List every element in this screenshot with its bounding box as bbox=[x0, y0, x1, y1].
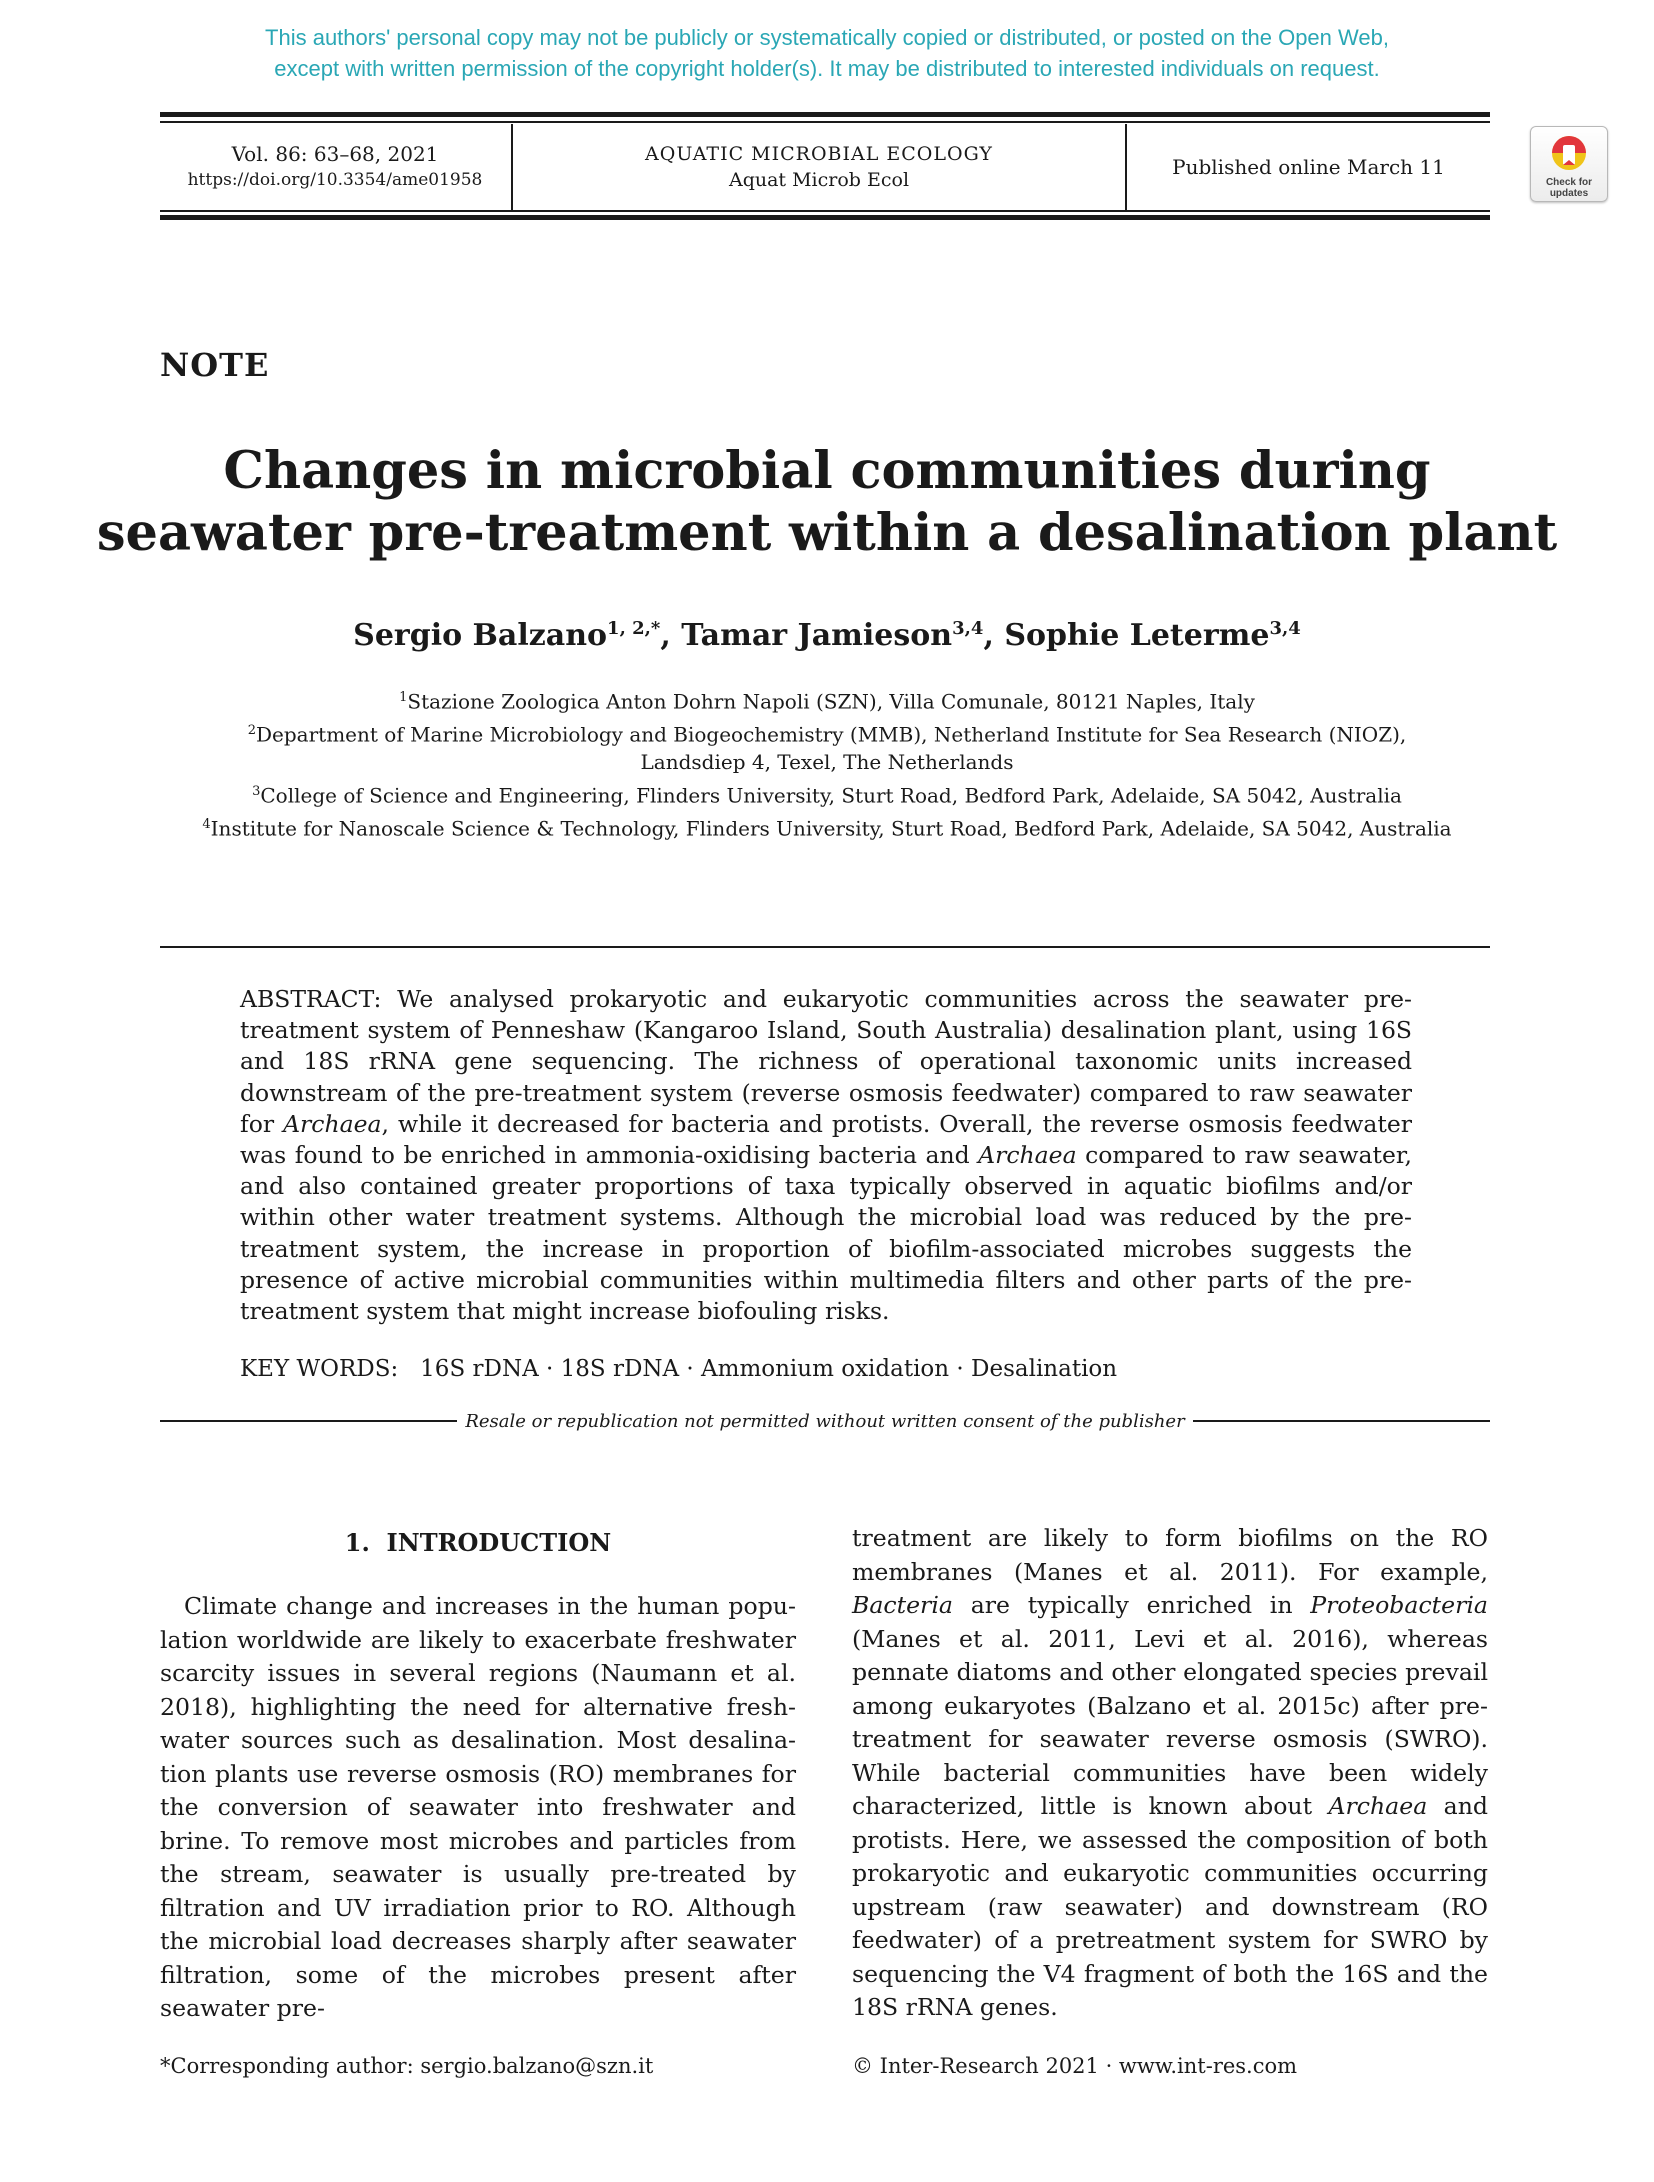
journal-name: AQUATIC MICROBIAL ECOLOGY bbox=[645, 143, 993, 165]
affiliation-text: Department of Marine Microbiology and Biogeochemistry (MMB), Netherland Institute for Sea Research (NIOZ), bbox=[256, 722, 1407, 747]
author-affil-sup: 3,4 bbox=[952, 618, 984, 639]
journal-abbrev: Aquat Microb Ecol bbox=[728, 169, 910, 191]
check-for-updates-label: Check for updates bbox=[1545, 177, 1593, 199]
intro-right-text: and protists. Here, we assessed the composition of both prokaryotic and eukaryotic communities occurring upstream (raw seawater) and downstream (RO feedwater) of a pretreatment system for SWRO by sequencing the V4 fragment of both the 16S and the 18S rRNA genes. bbox=[852, 1792, 1488, 2021]
header-volume-cell bbox=[160, 124, 510, 210]
article-type: NOTE bbox=[160, 346, 270, 384]
affiliation-number: 3 bbox=[252, 784, 261, 799]
author-separator: , bbox=[983, 618, 1005, 653]
affiliation-1 bbox=[0, 684, 1654, 716]
abstract-text: We analysed prokaryotic and eukaryotic communities across the seawater pre-treatment system of Penneshaw (Kangaroo Island, South Australia) desalination plant, using 16S and 18S rRNA gene sequencing. The richness of operational taxonomic units increased downstream of the pre-treatment system (reverse osmosis feedwater) compared to raw seawater for bbox=[240, 985, 1412, 1138]
affiliation-text-cont: Landsdiep 4, Texel, The Netherlands bbox=[640, 749, 1014, 774]
title-line-2: seawater pre-treatment within a desalination plant bbox=[96, 503, 1558, 563]
affiliation-3 bbox=[0, 778, 1654, 810]
author-name: Sergio Balzano bbox=[353, 618, 608, 653]
resale-rule-left bbox=[160, 1420, 457, 1422]
published-date: Published online March 11 bbox=[1172, 155, 1445, 179]
notice-line-1: This authors' personal copy may not be publicly or systematically copied or distributed, or posted on the Open Web, bbox=[265, 25, 1389, 50]
affiliation-4 bbox=[0, 811, 1654, 843]
affiliation-number: 1 bbox=[399, 690, 408, 705]
intro-right-text: (Manes et al. 2011, Levi et al. 2016), whereas pennate diatoms and other elongated species prevail among eukaryotes (Balzano et al. 2015c) after pre-treatment for seawater reverse osmosis (SWRO). While bacterial communities have been widely characterized, little is known about bbox=[852, 1624, 1488, 1820]
doi-link[interactable]: https://doi.org/10.3354/ame01958 bbox=[187, 170, 483, 190]
affiliation-text: College of Science and Engineering, Flinders University, Sturt Road, Bedford Park, Adelaide, SA 5042, Australia bbox=[260, 783, 1402, 808]
author-name: Tamar Jamieson bbox=[681, 618, 953, 653]
author-affil-sup: 1, 2,* bbox=[607, 618, 661, 639]
header-published-cell bbox=[1127, 124, 1490, 210]
intro-right-italic: Bacteria bbox=[852, 1591, 953, 1619]
abstract-italic: Archaea bbox=[283, 1109, 382, 1138]
article-title bbox=[0, 440, 1654, 564]
affiliation-number: 4 bbox=[202, 817, 211, 832]
resale-text: Resale or republication not permitted without written consent of the publisher bbox=[465, 1410, 1185, 1432]
header-rule-bottom-thick bbox=[160, 215, 1490, 220]
affiliation-text: Stazione Zoologica Anton Dohrn Napoli (SZN), Villa Comunale, 80121 Naples, Italy bbox=[407, 689, 1255, 714]
section-heading-introduction: 1. INTRODUCTION bbox=[344, 1528, 612, 1557]
author-separator: , bbox=[660, 618, 682, 653]
title-line-1: Changes in microbial communities during bbox=[223, 441, 1431, 501]
check-for-updates-icon bbox=[1531, 129, 1607, 179]
keywords-label: KEY WORDS: bbox=[240, 1356, 399, 1382]
notice-line-2: except with written permission of the copyright holder(s). It may be distributed to interested individuals on request. bbox=[274, 56, 1380, 81]
keywords-text: 16S rDNA · 18S rDNA · Ammonium oxidation · Desalination bbox=[420, 1356, 1118, 1382]
copyright-line: © Inter-Research 2021 · www.int-res.com bbox=[852, 2054, 1298, 2078]
resale-notice bbox=[160, 1408, 1490, 1434]
header-rule-top-thick bbox=[160, 112, 1490, 117]
intro-right-italic: Proteobacteria bbox=[1310, 1591, 1488, 1619]
intro-left-text: Climate change and increases in the human population worldwide are likely to exacerbate freshwater scarcity issues in several regions (Naumann et al. 2018), highlighting the need for alternative freshwater sources such as desalination. Most desalination plants use reverse osmosis (RO) membranes for the conversion of seawater into freshwater and brine. To remove most microbes and particles from the stream, seawater is usually pre-treated by filtration and UV irradiation prior to RO. Although the microbial load decreases sharply after seawater filtration, some of the microbes present after seawater pre- bbox=[160, 1592, 796, 2022]
intro-left-column bbox=[160, 1590, 796, 2026]
abstract-italic: Archaea bbox=[978, 1141, 1077, 1170]
header-rule-top-thin bbox=[160, 121, 1490, 123]
abstract-rule bbox=[160, 946, 1490, 948]
abstract-text: compared to raw seawater, and also contained greater proportions of taxa typically observed in aquatic biofilms and/or within other water treatment systems. Although the microbial load was reduced by the pre-treatment system, the increase in proportion of biofilm-associated microbes suggests the presence of active microbial communities within multimedia filters and other parts of the pre-treatment system that might increase biofouling risks. bbox=[240, 1141, 1412, 1326]
volume-info: Vol. 86: 63–68, 2021 bbox=[231, 142, 439, 166]
abstract-label: ABSTRACT: bbox=[240, 985, 398, 1013]
author-list bbox=[0, 618, 1654, 653]
keywords bbox=[240, 1356, 1117, 1382]
corresponding-author: *Corresponding author: sergio.balzano@szn.it bbox=[160, 2054, 654, 2078]
intro-right-italic: Archaea bbox=[1328, 1792, 1428, 1820]
affiliation-2 bbox=[0, 717, 1654, 776]
intro-right-column bbox=[852, 1522, 1488, 2025]
affiliation-number: 2 bbox=[247, 723, 256, 738]
abstract bbox=[240, 984, 1412, 1327]
abstract-text: , while it decreased for bacteria and protists. Overall, the reverse osmosis feedwater was found to be enriched in ammonia-oxidising bacteria and bbox=[240, 1109, 1412, 1170]
copyright-notice bbox=[0, 22, 1654, 84]
author-affil-sup: 3,4 bbox=[1269, 618, 1301, 639]
author-name: Sophie Leterme bbox=[1004, 618, 1270, 653]
resale-rule-right bbox=[1193, 1420, 1490, 1422]
check-for-updates-badge[interactable] bbox=[1530, 126, 1608, 202]
header-journal-cell bbox=[513, 124, 1125, 210]
header-rule-bottom-thin bbox=[160, 210, 1490, 212]
intro-right-text: treatment are likely to form biofilms on the RO membranes (Manes et al. 2011). For example, bbox=[852, 1524, 1488, 1586]
intro-right-text: are typically enriched in bbox=[952, 1591, 1311, 1619]
affiliation-text: Institute for Nanoscale Science & Technology, Flinders University, Sturt Road, Bedford Park, Adelaide, SA 5042, Australia bbox=[210, 816, 1452, 841]
